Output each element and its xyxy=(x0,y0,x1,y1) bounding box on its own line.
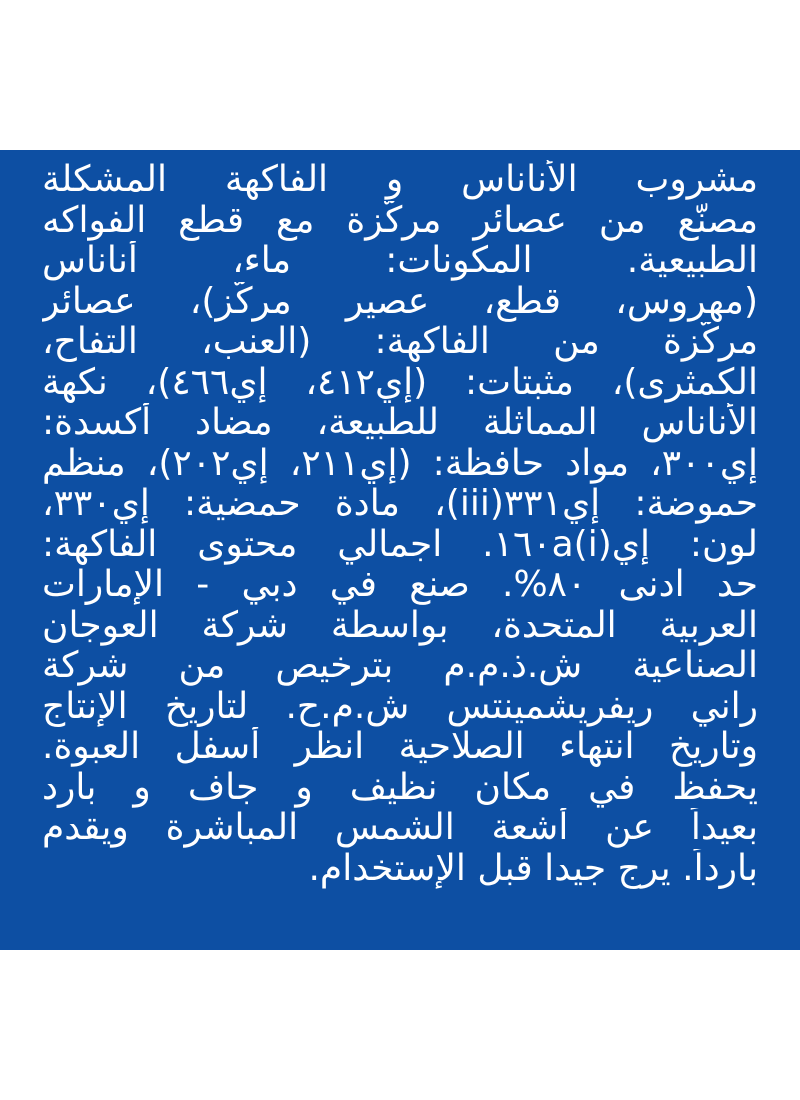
label-line: مصنّع من عصائر مركّزة مع قطع الفواكه xyxy=(42,200,758,241)
label-line: يحفظ في مكان نظيف و جاف و بارد xyxy=(42,767,758,808)
label-line: (مهروس، قطع، عصير مركّز)، عصائر xyxy=(42,281,758,322)
label-line: حموضة: إي٣٣١(iii)، مادة حمضية: إي٣٣٠، xyxy=(42,484,758,524)
label-line: مركّزة من الفاكهة: (العنب، التفاح، xyxy=(42,322,758,362)
label-line: الكمثرى)، مثبتات: (إي٤١٢، إي٤٦٦)، نكهة xyxy=(42,362,758,403)
label-line: لون: إي١٦٠a(i). اجمالي محتوى الفاكهة: xyxy=(42,524,758,565)
label-line: بارداً. يرج جيدا قبل الإستخدام. xyxy=(308,848,758,889)
label-line: الأناناس المماثلة للطبيعة، مضاد أكسدة: xyxy=(42,403,758,443)
label-line: راني ريفريشمينتس ش.م.ح. لتاريخ الإنتاج xyxy=(42,686,758,727)
label-line: إي٣٠٠، مواد حافظة: (إي٢١١، إي٢٠٢)، منظم xyxy=(42,443,758,484)
label-line: العربية المتحدة، بواسطة شركة العوجان xyxy=(42,605,758,646)
ingredients-label-panel xyxy=(0,150,800,950)
label-line: وتاريخ انتهاء الصلاحية انظر أسفل العبوة. xyxy=(42,727,758,767)
label-line: مشروب الأناناس و الفاكهة المشكلة xyxy=(42,160,758,200)
label-line: بعيداً عن أشعة الشمس المباشرة ويقدم xyxy=(42,808,758,848)
label-line: الطبيعية. المكونات: ماء، أناناس xyxy=(42,241,758,281)
label-line: حد ادنى ٨٠%. صنع في دبي - الإمارات xyxy=(42,565,758,605)
label-line: الصناعية ش.ذ.م.م بترخيص من شركة xyxy=(42,646,758,686)
ingredients-text xyxy=(42,160,758,889)
